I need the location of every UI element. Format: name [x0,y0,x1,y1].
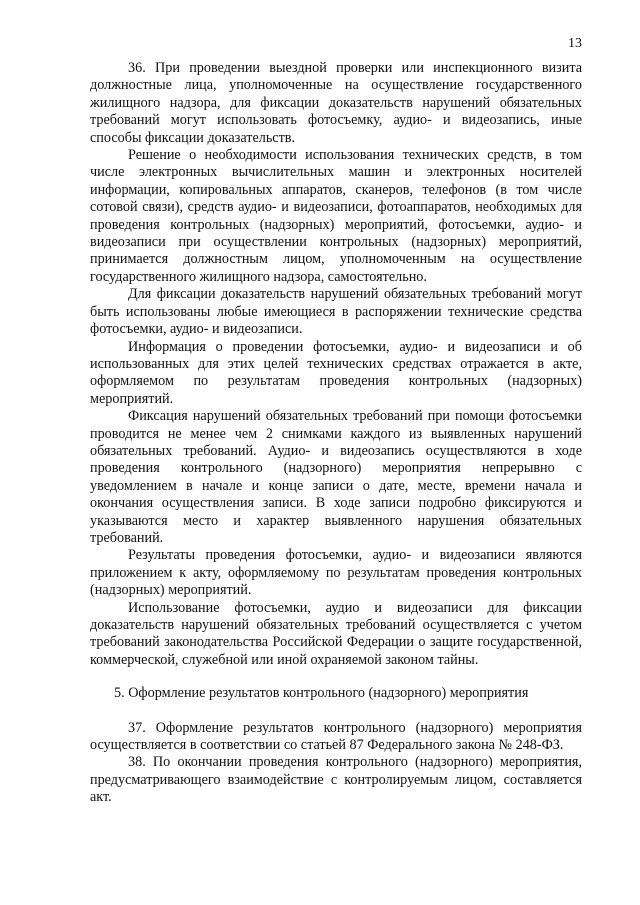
paragraph-evidence-means: Для фиксации доказательств нарушений обязательных требований могут быть использованы любые имеющиеся в распоряжении технические средства фотосъемки, аудио- и видеозаписи. [90,286,582,338]
paragraph-38: 38. По окончании проведения контрольного (надзорного) мероприятия, предусматривающего взаимодействие с контролируемым лицом, составляется акт. [90,754,582,806]
paragraph-technical-means: Решение о необходимости использования технических средств, в том числе электронных вычислительных машин и электронных носителей информации, копировальных аппаратов, сканеров, телефонов (в том числе сотовой связи), средств аудио- и видеозаписи, фотоаппаратов, необходимых для проведения контрольных (надзорных) мероприятий, фотосъемки, аудио- и видеозаписи при осуществлении контрольных (надзорных) мероприятий, принимается должностным лицом, уполномоченным на осуществление государственного жилищного надзора, самостоятельно. [90,147,582,285]
page-number: 13 [568,36,582,51]
paragraph-37: 37. Оформление результатов контрольного (надзорного) мероприятия осуществляется в соответствии со статьей 87 Федерального закона № 248-ФЗ. [90,719,582,754]
paragraph-photo-fixation: Фиксация нарушений обязательных требований при помощи фотосъемки проводится не менее чем 2 снимками каждого из выявленных нарушений обязательных требований. Аудио- и видеозапись осуществляются в ходе проведения контрольного (надзорного) мероприятия непрерывно с уведомлением в начале и конце записи о дате, месте, времени начала и окончания осуществления записи. В ходе записи подробно фиксируются и указываются место и характер выявленного нарушения обязательных требований. [90,408,582,546]
document-body [90,60,582,807]
paragraph-36: 36. При проведении выездной проверки или инспекционного визита должностные лица, уполномоченные на осуществление государственного жилищного надзора, для фиксации доказательств нарушений обязательных требований могут использовать фотосъемку, аудио- и видеозапись, иные способы фиксации доказательств. [90,60,582,146]
section-heading: 5. Оформление результатов контрольного (надзорного) мероприятия [114,685,529,702]
paragraph-results-appendix: Результаты проведения фотосъемки, аудио- и видеозаписи являются приложением к акту, оформляемому по результатам проведения контрольных (надзорных) мероприятий. [90,547,582,599]
paragraph-act-information: Информация о проведении фотосъемки, аудио- и видеозаписи и об использованных для этих целей технических средствах отражается в акте, оформляемом по результатам проведения контрольных (надзорных) мероприятий. [90,338,582,407]
paragraph-secrecy: Использование фотосъемки, аудио и видеозаписи для фиксации доказательств нарушений обязательных требований осуществляется с учетом требований законодательства Российской Федерации о защите государственной, коммерческой, служебной или иной охраняемой законом тайны. [90,599,582,668]
